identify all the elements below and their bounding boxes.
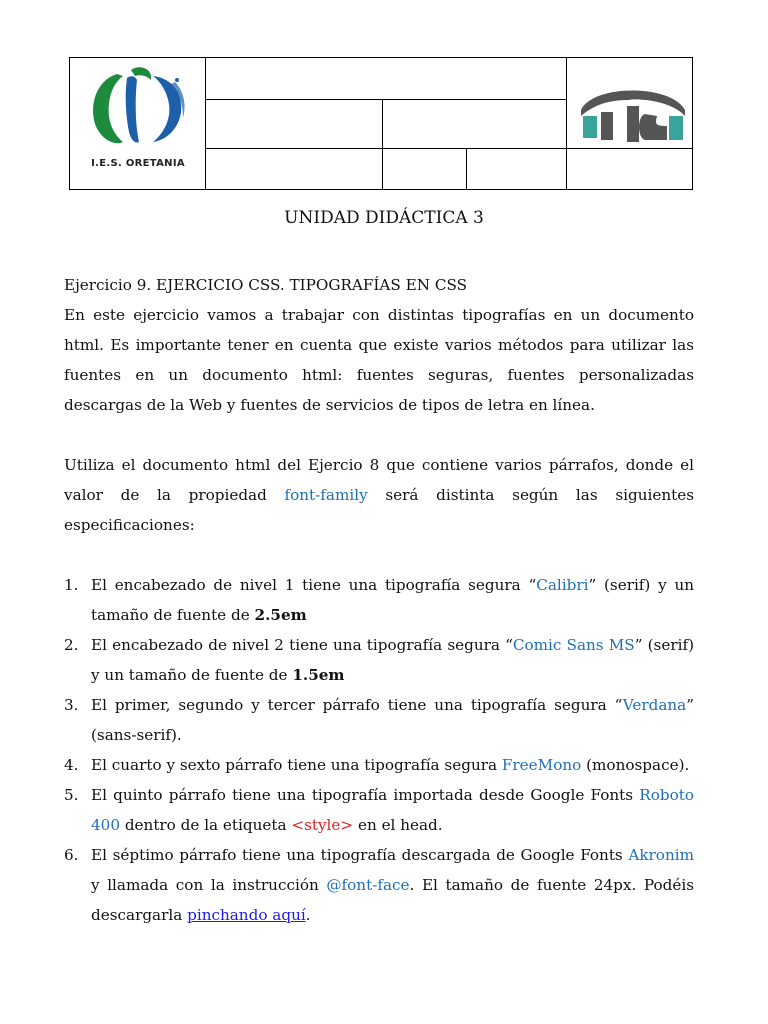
dic-logo bbox=[575, 76, 693, 152]
exercise-heading: Ejercicio 9. EJERCICIO CSS. TIPOGRAFÍAS EN CSS bbox=[64, 276, 467, 294]
list-item: 1. El encabezado de nivel 1 tiene una tipografía segura “Calibri” (serif) y un tamaño de fuente de 2.5em bbox=[64, 576, 695, 624]
list-item: 3. El primer, segundo y tercer párrafo tiene una tipografía segura “Verdana” (sans-serif). bbox=[64, 696, 694, 744]
download-link[interactable]: pinchando aquí bbox=[187, 906, 306, 924]
document-body bbox=[64, 270, 694, 930]
task-list bbox=[64, 570, 694, 930]
page-title: UNIDAD DIDÁCTICA 3 bbox=[284, 208, 484, 228]
list-item: 2. El encabezado de nivel 2 tiene una tipografía segura “Comic Sans MS” (serif) y un tamaño de fuente de 1.5em bbox=[64, 636, 694, 684]
list-item: 4. El cuarto y sexto párrafo tiene una tipografía segura FreeMono (monospace). bbox=[64, 756, 690, 774]
instructions-paragraph: Utiliza el documento html del Ejercio 8 que contiene varios párrafos, donde el valor de la propiedad font-family será distinta según las siguientes especificaciones: bbox=[64, 456, 694, 534]
list-item: 5. El quinto párrafo tiene una tipografía importada desde Google Fonts Roboto 400 dentro de la etiqueta <style> en el head. bbox=[64, 786, 694, 834]
dic-logo-icon bbox=[575, 76, 693, 152]
list-item: 6. El séptimo párrafo tiene una tipografía descargada de Google Fonts Akronim y llamada con la instrucción @font-face. El tamaño de fuente 24px. Podéis descargarla pinchando aquí. bbox=[64, 846, 694, 924]
font-family-code: font-family bbox=[284, 486, 368, 504]
logo-caption: I.E.S. ORETANIA bbox=[91, 158, 185, 169]
ies-oretania-logo bbox=[79, 62, 197, 184]
header-table bbox=[69, 57, 693, 190]
intro-paragraph: En este ejercicio vamos a trabajar con distintas tipografías en un documento html. Es importante tener en cuenta que existe varios métodos para utilizar las fuentes en un documento html: fuentes seguras, fuentes personalizadas descargas de la Web y fuentes de servicios de tipos de letra en línea. bbox=[64, 306, 694, 414]
ies-oretania-emblem-icon bbox=[79, 62, 197, 157]
style-tag-code: <style> bbox=[291, 816, 354, 834]
